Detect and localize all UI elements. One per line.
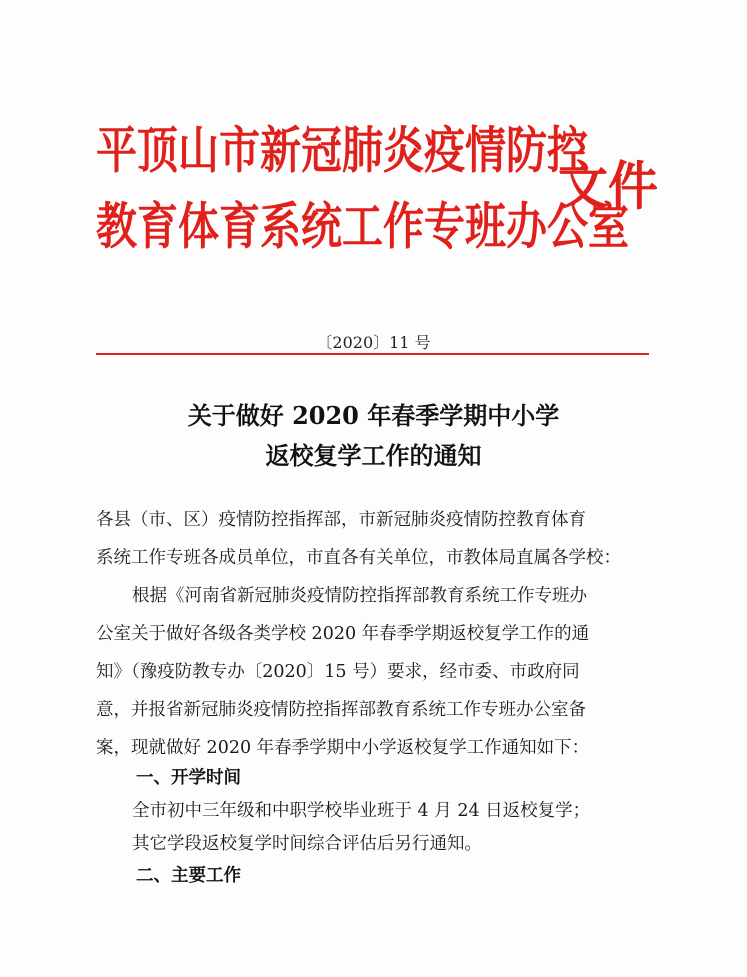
red-divider-line: [96, 353, 649, 355]
body-paragraph-line-3: 知》（豫疫防教专办〔2020〕15 号）要求，经市委、市政府同: [96, 662, 580, 682]
issuer-name-line-2: 教育体育系统工作专班办公室: [96, 197, 629, 256]
body-paragraph-line-1: 根据《河南省新冠肺炎疫情防控指挥部教育系统工作专班办: [132, 586, 587, 606]
body-paragraph-line-2: 公室关于做好各级各类学校 2020 年春季学期返校复学工作的通: [96, 624, 590, 644]
notice-title-line-2: 返校复学工作的通知: [265, 441, 482, 470]
notice-title-line-1: 关于做好 2020 年春季学期中小学: [187, 401, 560, 430]
section-heading-2: 二、主要工作: [136, 866, 241, 886]
document-type-label: 文件: [558, 155, 658, 217]
body-paragraph-line-4: 意，并报省新冠肺炎疫情防控指挥部教育系统工作专班办公室备: [96, 700, 586, 720]
addressee-line-1: 各县（市、区）疫情防控指挥部，市新冠肺炎疫情防控教育体育: [96, 510, 586, 530]
addressee-line-2: 系统工作专班各成员单位，市直各有关单位，市教体局直属各学校：: [96, 548, 621, 568]
issuer-name-line-1: 平顶山市新冠肺炎疫情防控: [96, 121, 588, 180]
red-header: [96, 118, 656, 278]
section1-line-1: 全市初中三年级和中职学校毕业班于 4 月 24 日返校复学；: [132, 801, 591, 821]
body-paragraph-line-5: 案，现就做好 2020 年春季学期中小学返校复学工作通知如下：: [96, 738, 590, 758]
section1-line-2: 其它学段返校复学时间综合评估后另行通知。: [132, 834, 482, 854]
document-number: 〔2020〕11 号: [316, 333, 431, 352]
section-heading-1: 一、开学时间: [136, 768, 241, 788]
